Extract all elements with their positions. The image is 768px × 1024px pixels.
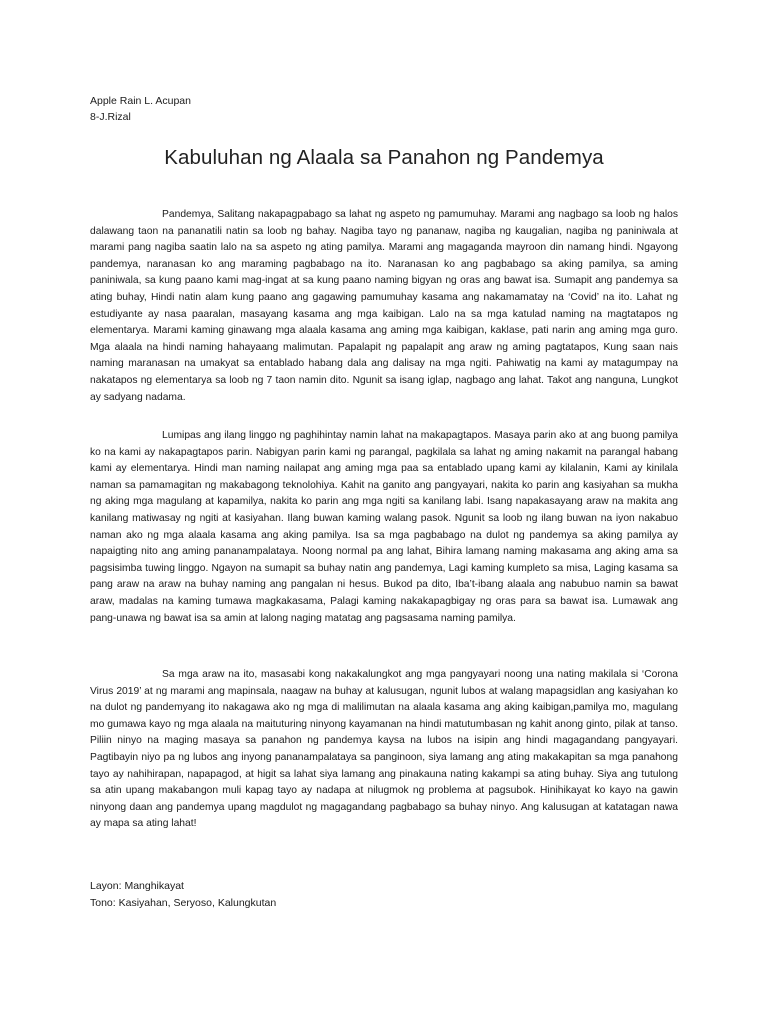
paragraph-3: Sa mga araw na ito, masasabi kong nakakalungkot ang mga pangyayari noong una nating makilala si ‘Corona Virus 2019’ at ng marami ang mapinsala, naagaw na buhay at kalusugan, ngunit lubos at walang mapagsidlan ang kasiyahan ko na dulot ng pandemyang ito nakagawa ako ng mga di malilimutan na alaala kasama ang aking kaibigan,pamilya mo, magulang mo gumawa kayo ng mga alaala na maituturing ninyong kayamanan na hindi matutumbasan ng kahit anong ginto, pilak at tanso. Piliin ninyo na maging masaya sa panahon ng pandemya kaysa na lubos na isipin ang hindi magagandang pangyayari. Pagtibayin niyo pa ng lubos ang inyong pananampalataya sa panginoon, siya lamang ang ating makakapitan sa mga panahong tayo ay nahihirapan, napapagod, at higit sa lahat siya lamang ang pinakauna nating kakampi sa ating buhay. Siya ang tutulong sa atin upang makabangon muli kapag tayo ay nadapa at nilugmok ng problema at pagsubok. Hinihikayat ko kayo na gawin ninyong daan ang pandemya upang magdulot ng magagandang pagbabago sa buhay ninyo. Ang kalusugan at katatagan nawa ay mapa sa ating lahat! <box>90 669 678 830</box>
author-name: Apple Rain L. Acupan <box>90 95 191 107</box>
paragraph-2: Lumipas ang ilang linggo ng paghihintay namin lahat na makapagtapos. Masaya parin ako at ang buong pamilya ko na kami ay nakapagtapos parin. Nabigyan parin kami ng parangal, pagkilala sa lahat ng aming nakamit na parangal habang kami ay elementarya. Hindi man naming nailapat ang aming mga paa sa entablado upang kami ay kilalanin, Kami ay kinilala naman sa pamamagitan ng makabagong teknolohiya. Kahit na ganito ang pangyayari, nakita ko parin ang kasiyahan sa mukha ng aking mga magulang at kapamilya, nakita ko parin ang mga ngiti sa kanilang labi. Isang napakasayang araw na makita ang kanilang matiwasay ng ngiti at kasiyahan. Ilang buwan kaming walang pasok. Ngunit sa loob ng ilang buwan na iyon nakabuo naman ako ng mga alaala kasama ang aking pamilya. Isa sa mga pagbabago na dulot ng pandemya sa aking pamilya ay napaigting nito ang aming pananampalataya. Noong normal pa ang lahat, Bihira lamang naming makasama ang aking ama sa pagsisimba tuwing linggo. Ngayon na sumapit sa buhay natin ang pandemya, Lagi kaming kumpleto sa misa, Laging kasama sa pang araw na araw na buhay naming ang pangalan ni hesus. Bukod pa dito, Iba’t-ibang alaala ang nabubuo namin sa bawat araw, madalas na kaming tumawa magkakasama, Palagi kaming nakakapagbigay ng oras para sa bawat isa. Lumawak ang pang-unawa ng bawat isa sa amin at lalong naging matatag ang pagsasama naming pamilya. <box>90 430 678 624</box>
footer-block <box>90 878 276 911</box>
author-block <box>90 93 191 125</box>
document-title: Kabuluhan ng Alaala sa Panahon ng Pandemya <box>164 146 604 169</box>
tono-label: Tono: Kasiyahan, Seryoso, Kalungkutan <box>90 896 277 909</box>
author-section: 8-J.Rizal <box>90 111 131 123</box>
layon-label: Layon: Manghikayat <box>90 880 184 892</box>
paragraph-1: Pandemya, Salitang nakapagpabago sa lahat ng aspeto ng pamumuhay. Marami ang nagbago sa loob ng halos dalawang taon na pananatili natin sa loob ng bahay. Nagiba tayo ng pananaw, nagiba ng kaugalian, nagiba ng paniniwala at marami pang nagiba saatin lalo na sa aspeto ng ating pamilya. Marami ang magaganda mayroon din namang hindi. Ngayong pandemya, naranasan ko ang maraming pagbabago na ito. Naranasan ko ang pagbabago sa aking pamilya, sa aming paniniwala, sa kung paano kami mag-ingat at sa kung paano naming bigyan ng oras ang bawat isa. Sumapit ang pandemya sa ating buhay, Hindi natin alam kung paano ang gagawing pamumuhay kasama ang nakamamatay na ‘Covid’ na ito. Lahat ng estudiyante ay nasa paaralan, masayang kasama ang mga kaibigan. Lalo na sa mga katulad naming na magtatapos ng elementarya. Marami kaming ginawang mga alaala kasama ang aming mga kaibigan, kaklase, pati narin ang aming mga guro. Mga alaala na hindi naming hahayaang malimutan. Papalapit ng papalapit ang araw ng aming pagtatapos, Kung saan nais naming maranasan na umakyat sa entablado habang dala ang dalisay na mga ngiti. Pahiwatig na kami ay matagumpay na nakatapos ng elementarya sa loob ng 7 taon namin dito. Ngunit sa isang iglap, nagbago ang lahat. Takot ang nanguna, Lungkot ay sadyang nadama. <box>90 209 678 403</box>
